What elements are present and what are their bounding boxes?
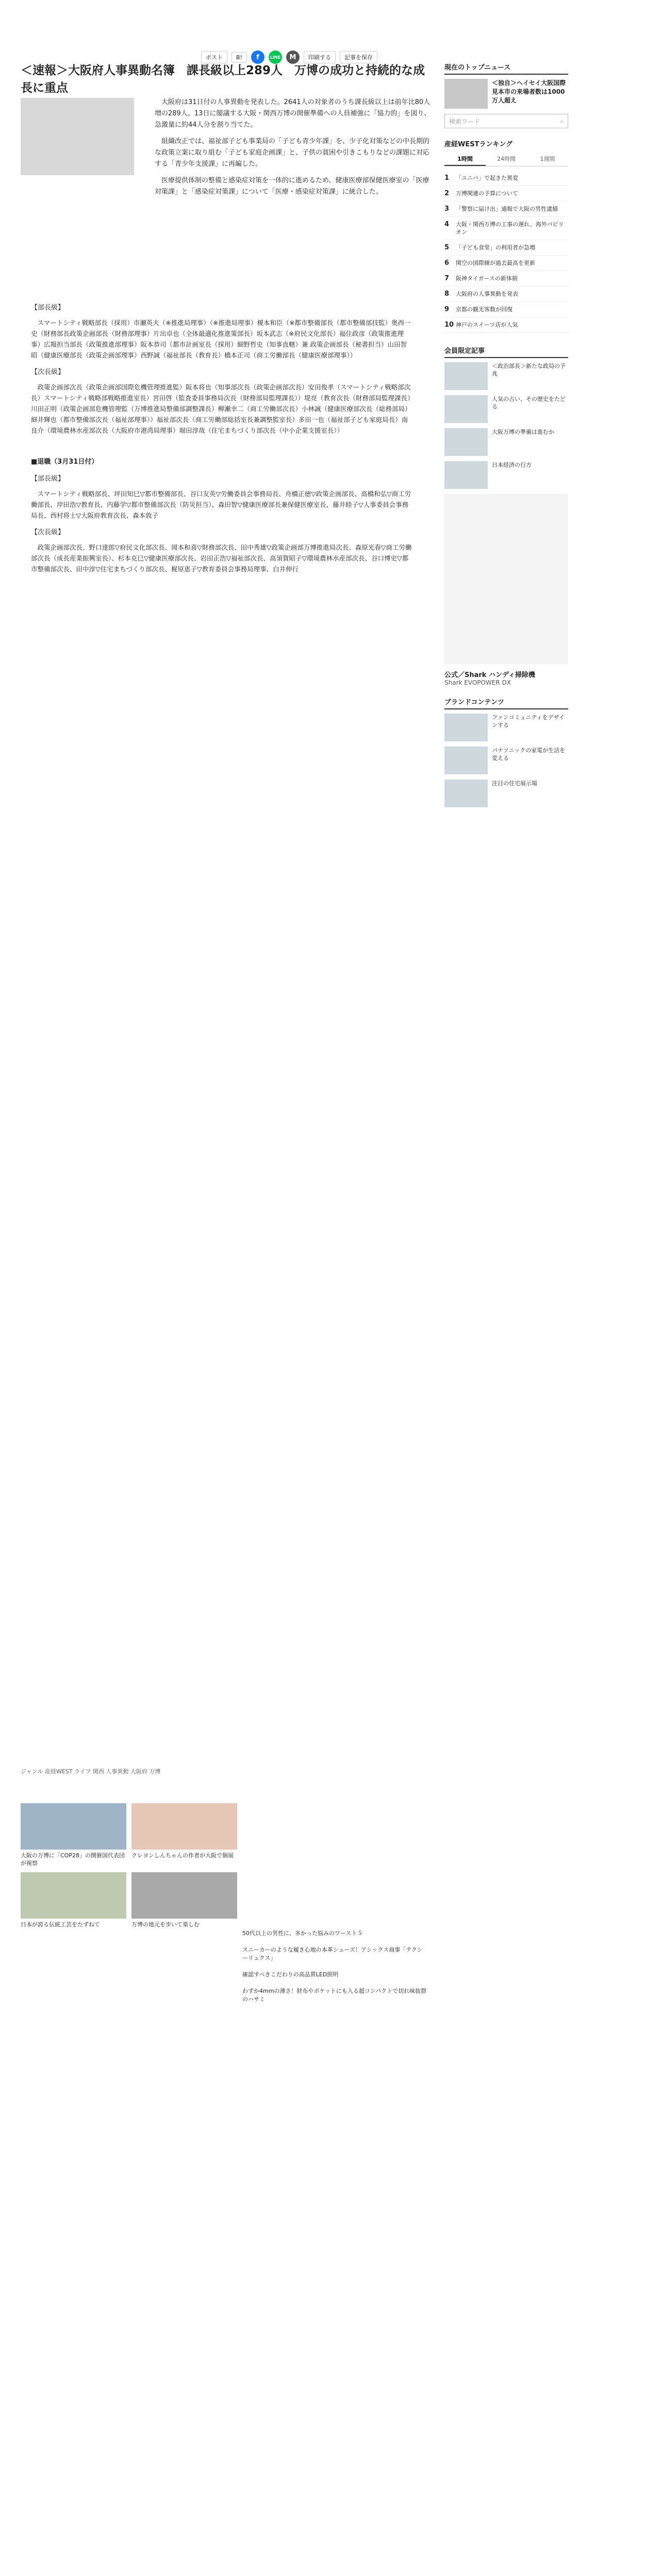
print-button[interactable]: 印刷する [304,51,336,63]
ranking-item[interactable] [444,256,568,271]
brand-item[interactable] [444,747,568,774]
ad-title[interactable]: 公式／Shark ハンディ掃除機 [444,671,535,679]
save-article-button[interactable]: 記事を保存 [340,51,377,63]
related-card[interactable] [21,1872,126,1928]
ranking-title: 大阪府の人事異動を発表 [456,291,518,297]
ad-banner[interactable] [444,494,568,664]
pr-item[interactable] [444,362,568,390]
pr-heading: 会員限定記事 [444,345,568,358]
related-title: 万博の地元を歩いて楽しむ [131,1921,200,1928]
lead-paragraph: 大阪府は31日付の人事異動を発表した。2641人の対象者のうち課長級以上は前年比80人増の289人。13日に閣議する大阪・関西万博の開催準備への人員補強に「協力的」を図り、急激量に約44人分を割り当てた。 [155,98,431,129]
genre-link[interactable]: 関西 [92,1768,104,1775]
ranking-title: 関空の国際線が過去最高を更新 [456,260,535,266]
brand-heading: ブランドコンテンツ [444,697,568,709]
brand-item[interactable] [444,714,568,741]
tab-24hour[interactable]: 24時間 [497,156,516,162]
ranking-list [444,171,568,333]
ranking-number: 6 [444,259,450,267]
post-button[interactable]: ポスト [201,51,227,63]
recommend-item[interactable]: 確認すべきこだわりの高品質LED照明 [242,1971,339,1978]
related-image [131,1872,237,1919]
related-card[interactable] [131,1803,237,1867]
hatena-button[interactable]: B! [231,52,247,63]
section-heading: 【部長級】 [31,304,65,312]
ranking-item[interactable] [444,271,568,286]
pr-item[interactable] [444,395,568,423]
section-text: スマートシティ戦略部長（採用）市瀬英夫（※推進局理事）（※推進局理事）榎本和臣（※都市整備部長（都市整備部技監）奥西一史（財務部長政策企画部長（財務部理事）片出卓也（全体最適化推進策部長）坂本武志（※府民文化部長）福住政彦（政策推進理事）広報担当部長（政策推進部理事）阪本恭司（都市計画室長（採用）細野哲史（知事直轄）兼 政策企画部長（秘書担当）山田智昭（健康医療部長（政策企画部理事）西野誠（福祉部長（教育長）橋本正司（商工労働部長（健康医療部理事）） [31,319,411,359]
ad-subtitle: Shark EVOPOWER DX [444,679,511,686]
ranking-title: 「警察に届け出」通報で大阪の男性逮捕 [456,206,558,212]
genre-links [21,1767,433,1775]
ranking-item[interactable] [444,317,568,333]
search-placeholder: 検索ワード [449,117,481,125]
brand-title: パナソニックの家電が生活を変える [492,747,566,761]
ranking-number: 10 [444,321,454,329]
retirement-heading: ■退職（3月31日付） [31,458,98,466]
section-heading: 【次長級】 [31,368,65,376]
brand-item[interactable] [444,779,568,807]
pr-title: 日本経済の行方 [492,462,532,468]
tab-1hour[interactable]: 1時間 [444,152,486,166]
brand-image [444,779,488,807]
recommend-item[interactable]: 50代以上の男性に、多かった悩みのワースト５ [242,1930,363,1937]
line-icon[interactable]: LINE [269,50,282,64]
ranking-title: 万博関連の予算について [456,190,518,197]
related-grid [21,1803,237,1928]
related-image [21,1803,126,1850]
ranking-item[interactable] [444,171,568,186]
ranking-title: 京都の観光客数が回復 [456,306,512,313]
genre-link[interactable]: ライフ [74,1768,91,1775]
pr-image [444,461,488,489]
pr-item[interactable] [444,428,568,456]
mail-icon[interactable]: M [286,50,300,64]
section-text: 政策企画部次長、野口達郎▽府民文化部次長、岡本和喜▽財務部次長、田中秀雄▽政策企画部万博推進局次長、森原光春▽商工労働部次長（成長産業振興室長）、杉本克巳▽健康医療部次長、岩田正浩▽福祉部次長、高須賀昭子▽環境農林水産部次長、谷口博史▽都市整備部次長、田中淳▽住宅まちづくり部次長、梶原恵子▽教育委員会事務局理事、白井伸行 [31,544,412,573]
ranking-tabs [444,152,568,166]
lead-paragraph: 組織改正では、福祉部子ども事業局の「子ども青少年課」を、少子化対策などの中長期的な政策立案に取り組む「子ども家庭企画課」と、子供の貧困や引きこもりなどの課題に対応する「青少年支援課」に再編した。 [155,138,430,168]
ranking-number: 4 [444,221,450,228]
ranking-number: 5 [444,244,450,251]
lead-paragraph: 医療提供体制の整備と感染症対策を一体的に進めるため、健康医療部保健医療室の「医療対策課」と「感染症対策課」について「医療・感染症対策課」に統合した。 [155,177,429,196]
ranking-number: 1 [444,174,450,182]
pr-title: ＜政治部長＞新たな政局の予兆 [492,363,566,377]
pr-title: 大阪万博の準備は進むか [492,429,554,435]
ranking-title: 「ユニバ」で起きた異変 [456,175,518,181]
pr-image [444,428,488,456]
share-toolbar [201,50,377,64]
pr-title: 人気の占い、その歴史をたどる [492,396,566,410]
ranking-title: 「子ども食堂」の利用者が急増 [456,244,535,251]
related-image [21,1872,126,1919]
related-card[interactable] [131,1872,237,1928]
ranking-item[interactable] [444,201,568,217]
article-photo [21,98,134,175]
genre-link[interactable]: 産経WEST [45,1768,73,1775]
topnews-heading: 現在のトップニュース [444,62,568,75]
article-body [31,296,412,574]
topnews-item[interactable] [444,79,568,109]
genre-link[interactable]: 人事異動 [106,1768,129,1775]
search-input[interactable] [444,114,568,128]
ranking-title: 阪神タイガースの新体制 [456,275,518,282]
article-lead [155,97,433,203]
ranking-item[interactable] [444,217,568,240]
ranking-item[interactable] [444,240,568,256]
facebook-icon[interactable]: f [251,50,264,64]
ranking-item[interactable] [444,186,568,201]
section-text: スマートシティ戦略部長、坪田知巳▽都市整備部長、谷口友英▽労働委員会事務局長、舟橋正徳▽政策企画部長、高橋和弘▽商工労働部長、岸田浩▽教育長、内藤学▽都市整備部次長（防災担当）、森田智▽健康医療部長兼保健医療室長、藤井睦子▽人事委員会事務局長、西村将士▽大阪府教育次長、森本敦子 [31,490,411,519]
search-icon[interactable]: ⌕ [560,117,564,125]
ranking-number: 3 [444,205,450,213]
page-title: ＜速報＞大阪府人事異動名簿 課長級以上289人 万博の成功と持続的な成長に重点 [21,64,425,95]
pr-item[interactable] [444,461,568,489]
ranking-number: 9 [444,306,450,313]
related-title: 日本が誇る伝統工芸をたずねて [21,1921,100,1928]
ranking-title: 大阪・関西万博の工事の遅れ、海外パビリオン [456,221,564,235]
recommend-list [242,1929,428,2012]
ranking-item[interactable] [444,286,568,302]
pr-image [444,395,488,423]
related-card[interactable] [21,1803,126,1867]
genre-link[interactable]: 大阪府 [130,1768,147,1775]
tab-1week[interactable]: 1週間 [540,156,555,162]
brand-image [444,747,488,774]
ranking-number: 8 [444,290,450,298]
brand-title: ファンコミュニティをデザインする [492,714,565,728]
recommend-item[interactable]: スニーカーのような履き心地の本革シューズ！アシックス商事「テクシーリュクス」 [242,1946,423,1961]
topnews-text: ＜独自＞ヘイセイ大阪国際見本市の来場者数は1000万人超え [492,79,566,104]
genre-link[interactable]: 万博 [149,1768,161,1775]
related-title: クレヨンしんちゃんの作者が大阪で個展 [131,1852,234,1859]
sidebar [444,62,568,812]
ranking-number: 2 [444,190,450,197]
genre-label: ジャンル [21,1768,43,1775]
topnews-image [444,79,488,109]
section-heading: 【次長級】 [31,529,65,536]
ranking-number: 7 [444,275,450,282]
related-image [131,1803,237,1850]
pr-image [444,362,488,390]
ranking-item[interactable] [444,302,568,317]
recommend-item[interactable]: わずか4mmの薄さ！財布やポケットにも入る超コンパクトで切れ味抜群のハサミ [242,1988,427,2003]
brand-title: 注目の住宅展示場 [492,780,537,787]
ranking-title: 神戸のスイーツ店が人気 [456,321,518,328]
section-heading: 【部長級】 [31,475,65,483]
brand-image [444,714,488,741]
ranking-heading: 産経WESTランキング [444,141,513,148]
section-text: 政策企画部次長（政策企画部国際危機管理推進監）阪本将也（知事部次長（政策企画部次長）安田俊孝（スマートシティ戦略部次長）スマートシティ戦略部戦略推進室長）宮田啓（監査委員事務局次長（財務部局監理課長））堤亮（教育次長（財務部局監理課長）川田正明（政策企画部危機管理監（万博推進局整備部調整課長）柳瀬幸二（商工労働部次長）小林誠（健康医療部次長（総務部局）細井輝也（都市整備部次長（福祉部理事））福祉部次長（商工労働部総括室長兼調整監室長）多田一也（福祉部子ども家庭局長）南良介（環境農林水産部次長（大阪府市港湾局理事）堀田淳哉（住宅まちづくり部次長（中小企業支援室長）） [31,383,411,434]
related-title: 大阪の万博に「COP28」の開催国代表団が視察 [21,1852,125,1867]
